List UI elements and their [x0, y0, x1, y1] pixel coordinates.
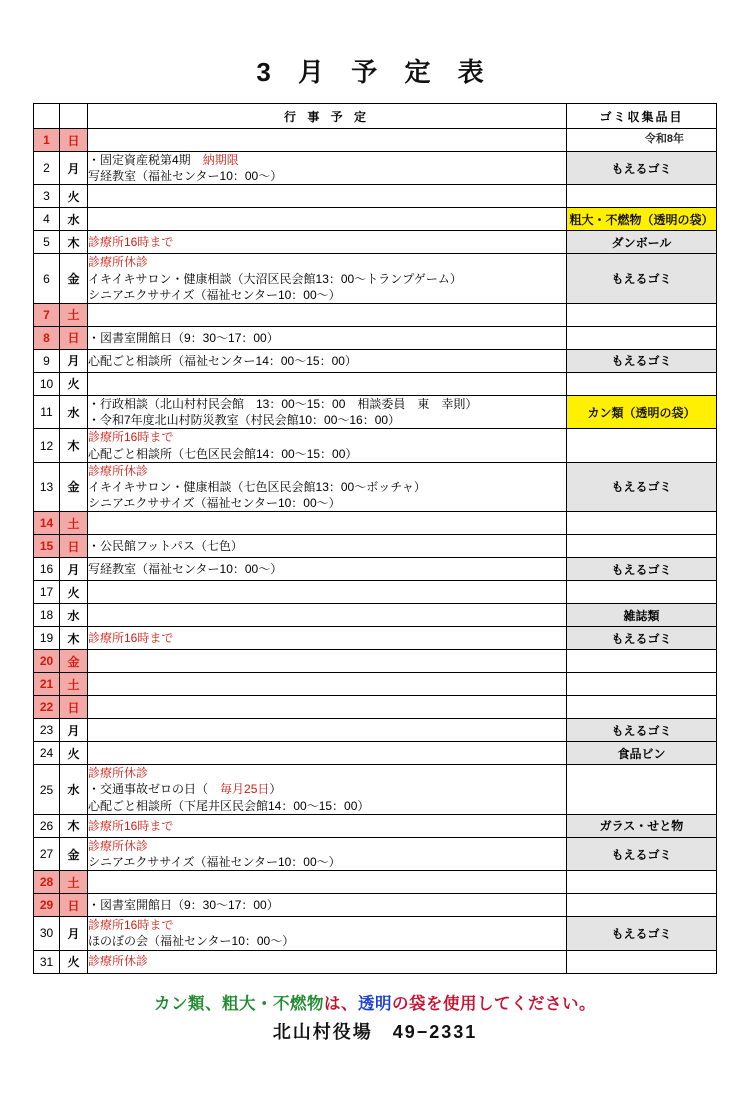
event-text: 診療所16時まで — [88, 918, 174, 933]
day-number: 1 — [34, 129, 60, 152]
table-row — [34, 719, 717, 742]
event-line — [88, 917, 566, 933]
event-text: イキイキサロン・健康相談（七色区民会館13：00〜ボッチャ） — [88, 479, 426, 494]
garbage-cell — [567, 535, 717, 558]
header-number — [34, 104, 60, 129]
notice-part2: は、 — [324, 994, 358, 1013]
event-text: ・交通事故ゼロの日（ — [88, 782, 209, 797]
event-line — [88, 463, 566, 479]
event-text: シニアエクササイズ（福祉センター10：00〜） — [88, 496, 341, 511]
table-row — [34, 129, 717, 152]
notice-part3: 透明 — [358, 994, 392, 1013]
event-text: 写経教室（福祉センター10：00〜） — [88, 562, 283, 577]
event-cell — [88, 208, 567, 231]
weekday-label: 火 — [60, 581, 88, 604]
table-row — [34, 462, 717, 512]
page-title: 3 月 予 定 表 — [256, 57, 494, 87]
table-row — [34, 372, 717, 395]
event-line — [88, 495, 566, 511]
event-text: シニアエクササイズ（福祉センター10：00〜） — [88, 855, 341, 869]
event-cell — [88, 837, 567, 870]
weekday-label: 日 — [60, 696, 88, 719]
weekday-label: 土 — [60, 673, 88, 696]
header-weekday — [60, 104, 88, 129]
day-number: 8 — [34, 326, 60, 349]
garbage-cell: もえるゴミ — [567, 917, 717, 950]
event-cell — [88, 581, 567, 604]
event-text: 心配ごと相談所（福祉センター14：00〜15：00） — [88, 353, 357, 368]
weekday-label: 土 — [60, 303, 88, 326]
garbage-cell — [567, 581, 717, 604]
weekday-label: 火 — [60, 742, 88, 765]
day-number: 14 — [34, 512, 60, 535]
event-text: ・行政相談（北山村村民会館 13：00〜15：00 相談委員 東 幸則） — [88, 396, 478, 411]
event-cell — [88, 765, 567, 815]
event-text: ・図書室開館日（9：30〜17：00） — [88, 330, 279, 345]
table-row — [34, 837, 717, 870]
header-garbage: ゴミ収集品目 — [567, 104, 717, 129]
garbage-cell: もえるゴミ — [567, 152, 717, 185]
event-text-tail: ） — [269, 782, 282, 797]
event-cell — [88, 894, 567, 917]
weekday-label: 火 — [60, 950, 88, 973]
event-line — [88, 897, 566, 913]
event-text: ・公民館フットパス（七色） — [88, 539, 243, 554]
event-cell — [88, 558, 567, 581]
garbage-cell: 食品ビン — [567, 742, 717, 765]
garbage-cell: もえるゴミ — [567, 462, 717, 512]
header-events: 行 事 予 定 — [88, 104, 567, 129]
event-line — [88, 953, 566, 969]
day-number: 30 — [34, 917, 60, 950]
event-cell — [88, 535, 567, 558]
weekday-label: 水 — [60, 604, 88, 627]
event-line — [88, 479, 566, 495]
footer-notice — [0, 990, 750, 1044]
event-line — [88, 152, 566, 168]
event-line — [88, 781, 566, 797]
weekday-label: 土 — [60, 871, 88, 894]
weekday-label: 水 — [60, 765, 88, 815]
day-number: 13 — [34, 462, 60, 512]
event-line — [88, 854, 566, 870]
table-row — [34, 185, 717, 208]
schedule-table — [33, 103, 717, 974]
table-row — [34, 512, 717, 535]
table-row — [34, 254, 717, 304]
event-text: シニアエクササイズ（福祉センター10：00〜） — [88, 287, 341, 302]
event-cell — [88, 462, 567, 512]
event-text: 診療所休診 — [88, 766, 149, 781]
event-cell — [88, 303, 567, 326]
event-line — [88, 765, 566, 781]
event-line — [88, 287, 566, 303]
weekday-label: 水 — [60, 395, 88, 428]
table-row — [34, 581, 717, 604]
event-line — [88, 396, 566, 412]
day-number: 5 — [34, 231, 60, 254]
garbage-cell — [567, 303, 717, 326]
table-row — [34, 208, 717, 231]
weekday-label: 水 — [60, 208, 88, 231]
garbage-cell: もえるゴミ — [567, 558, 717, 581]
table-row — [34, 604, 717, 627]
event-line — [88, 330, 566, 346]
weekday-label: 火 — [60, 372, 88, 395]
weekday-label: 木 — [60, 814, 88, 837]
table-row — [34, 950, 717, 973]
event-cell — [88, 372, 567, 395]
table-row — [34, 742, 717, 765]
event-cell — [88, 512, 567, 535]
event-cell — [88, 950, 567, 973]
day-number: 26 — [34, 814, 60, 837]
table-row — [34, 558, 717, 581]
weekday-label: 日 — [60, 326, 88, 349]
day-number: 27 — [34, 837, 60, 870]
weekday-label: 日 — [60, 535, 88, 558]
table-row — [34, 326, 717, 349]
garbage-cell — [567, 894, 717, 917]
event-line — [88, 446, 566, 462]
table-row — [34, 231, 717, 254]
day-number: 18 — [34, 604, 60, 627]
event-text: ・令和7年度北山村防災教室（村民会館10：00〜16：00） — [88, 413, 401, 428]
event-cell — [88, 627, 567, 650]
garbage-cell: もえるゴミ — [567, 837, 717, 870]
weekday-label: 日 — [60, 894, 88, 917]
event-cell — [88, 326, 567, 349]
day-number: 17 — [34, 581, 60, 604]
notice-line — [0, 990, 750, 1014]
table-row — [34, 152, 717, 185]
weekday-label: 火 — [60, 185, 88, 208]
weekday-label: 木 — [60, 627, 88, 650]
event-line — [88, 798, 566, 814]
day-number: 9 — [34, 349, 60, 372]
event-text: 診療所休診 — [88, 255, 149, 270]
weekday-label: 日 — [60, 129, 88, 152]
day-number: 11 — [34, 395, 60, 428]
weekday-label: 金 — [60, 837, 88, 870]
garbage-cell: ダンボール — [567, 231, 717, 254]
event-text: ・固定資産税第4期 — [88, 153, 191, 167]
event-cell — [88, 673, 567, 696]
event-text: 診療所休診 — [88, 838, 149, 853]
day-number: 16 — [34, 558, 60, 581]
event-line — [88, 271, 566, 287]
event-cell — [88, 254, 567, 304]
table-row — [34, 917, 717, 950]
table-row — [34, 696, 717, 719]
event-text: 診療所休診 — [88, 954, 149, 969]
event-line — [88, 168, 566, 184]
garbage-cell: カン類（透明の袋） — [567, 395, 717, 428]
event-text: 写経教室（福祉センター10：00〜） — [88, 169, 283, 184]
event-text: 診療所16時まで — [88, 430, 174, 445]
garbage-cell — [567, 185, 717, 208]
day-number: 6 — [34, 254, 60, 304]
event-text: 診療所16時まで — [88, 631, 174, 646]
notice-part4: の袋を使用してください。 — [392, 994, 596, 1013]
event-line — [88, 630, 566, 646]
table-row — [34, 395, 717, 428]
weekday-label: 土 — [60, 512, 88, 535]
event-text: イキイキサロン・健康相談（大沼区民会館13：00〜トランプゲーム） — [88, 271, 462, 286]
table-row — [34, 765, 717, 815]
garbage-cell — [567, 696, 717, 719]
event-cell — [88, 429, 567, 462]
event-cell — [88, 349, 567, 372]
garbage-cell — [567, 673, 717, 696]
garbage-cell — [567, 765, 717, 815]
event-line — [88, 818, 566, 834]
day-number: 25 — [34, 765, 60, 815]
event-line — [88, 429, 566, 445]
weekday-label: 月 — [60, 917, 88, 950]
event-line — [88, 234, 566, 250]
table-row — [34, 814, 717, 837]
event-text: 診療所16時まで — [88, 818, 174, 833]
weekday-label: 月 — [60, 349, 88, 372]
day-number: 21 — [34, 673, 60, 696]
garbage-cell — [567, 372, 717, 395]
garbage-cell: 雑誌類 — [567, 604, 717, 627]
event-cell — [88, 604, 567, 627]
event-text: 心配ごと相談所（下尾井区民会館14：00〜15：00） — [88, 798, 370, 813]
event-cell — [88, 917, 567, 950]
garbage-cell — [567, 650, 717, 673]
event-text: ほのぼの会（福祉センター10：00〜） — [88, 934, 295, 949]
event-cell — [88, 129, 567, 152]
table-row — [34, 894, 717, 917]
table-header-row — [34, 104, 717, 129]
weekday-label: 月 — [60, 558, 88, 581]
table-row — [34, 429, 717, 462]
table-row — [34, 673, 717, 696]
garbage-cell — [567, 871, 717, 894]
table-row — [34, 535, 717, 558]
day-number: 20 — [34, 650, 60, 673]
garbage-cell: もえるゴミ — [567, 349, 717, 372]
event-highlight: 納期限 — [190, 153, 239, 167]
day-number: 31 — [34, 950, 60, 973]
day-number: 29 — [34, 894, 60, 917]
event-cell — [88, 650, 567, 673]
event-text: ・図書室開館日（9：30〜17：00） — [88, 898, 279, 913]
garbage-cell — [567, 129, 717, 152]
weekday-label: 月 — [60, 719, 88, 742]
notice-part1: カン類、粗大・不燃物 — [154, 994, 324, 1013]
garbage-cell: もえるゴミ — [567, 719, 717, 742]
weekday-label: 金 — [60, 650, 88, 673]
day-number: 22 — [34, 696, 60, 719]
event-cell — [88, 395, 567, 428]
garbage-cell: もえるゴミ — [567, 254, 717, 304]
era-label: 令和8年 — [644, 133, 684, 145]
day-number: 28 — [34, 871, 60, 894]
office-contact: 北山村役場 49−2331 — [272, 1021, 478, 1042]
garbage-cell — [567, 512, 717, 535]
garbage-cell — [567, 950, 717, 973]
event-cell — [88, 871, 567, 894]
event-line — [88, 561, 566, 577]
event-cell — [88, 185, 567, 208]
event-text: 診療所16時まで — [88, 235, 174, 250]
day-number: 10 — [34, 372, 60, 395]
event-cell — [88, 719, 567, 742]
event-cell — [88, 231, 567, 254]
weekday-label: 金 — [60, 462, 88, 512]
schedule-document — [0, 52, 750, 1113]
event-line — [88, 933, 566, 949]
event-line — [88, 538, 566, 554]
garbage-cell — [567, 429, 717, 462]
event-cell — [88, 814, 567, 837]
weekday-label: 金 — [60, 254, 88, 304]
table-row — [34, 349, 717, 372]
day-number: 12 — [34, 429, 60, 462]
garbage-cell — [567, 326, 717, 349]
table-row — [34, 627, 717, 650]
garbage-cell: ガラス・せと物 — [567, 814, 717, 837]
event-text: 診療所休診 — [88, 463, 149, 478]
day-number: 19 — [34, 627, 60, 650]
garbage-cell: 粗大・不燃物（透明の袋） — [567, 208, 717, 231]
table-row — [34, 303, 717, 326]
event-line — [88, 412, 566, 428]
day-number: 2 — [34, 152, 60, 185]
weekday-label: 月 — [60, 152, 88, 185]
day-number: 23 — [34, 719, 60, 742]
table-row — [34, 650, 717, 673]
event-highlight: 毎月25日 — [208, 782, 270, 797]
table-body — [34, 129, 717, 974]
day-number: 3 — [34, 185, 60, 208]
weekday-label: 木 — [60, 231, 88, 254]
table-row — [34, 871, 717, 894]
day-number: 4 — [34, 208, 60, 231]
event-cell — [88, 742, 567, 765]
day-number: 7 — [34, 303, 60, 326]
event-cell — [88, 152, 567, 185]
day-number: 15 — [34, 535, 60, 558]
event-line — [88, 353, 566, 369]
weekday-label: 木 — [60, 429, 88, 462]
day-number: 24 — [34, 742, 60, 765]
event-cell — [88, 696, 567, 719]
event-text: 心配ごと相談所（七色区民会館14：00〜15：00） — [88, 446, 358, 461]
garbage-cell: もえるゴミ — [567, 627, 717, 650]
event-line — [88, 254, 566, 270]
event-line — [88, 838, 566, 854]
